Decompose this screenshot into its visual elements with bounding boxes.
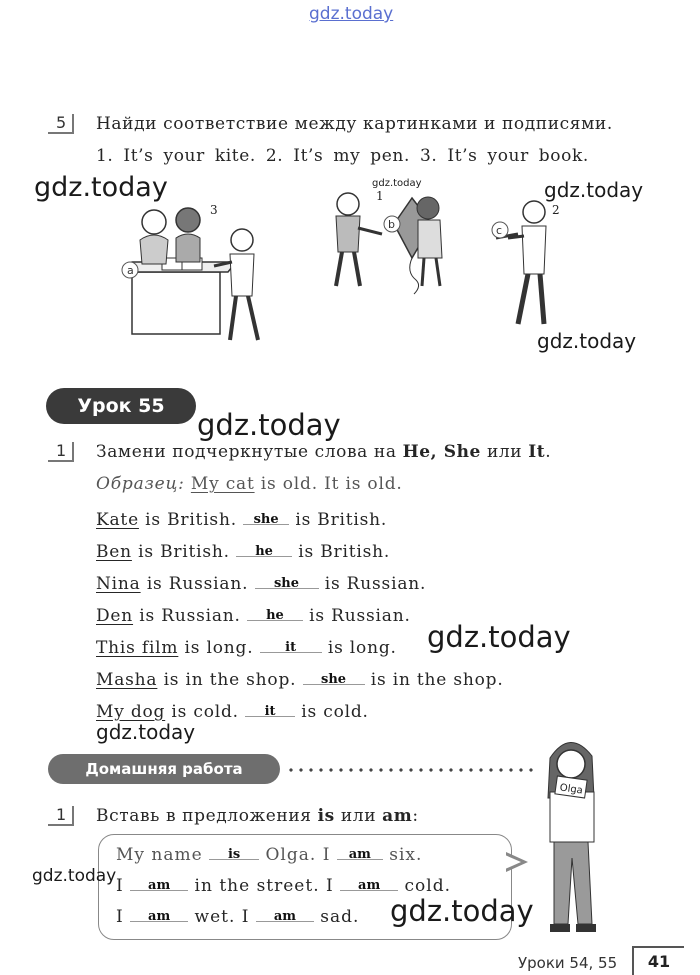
task1-row-1: Kate is British. she is British.	[96, 510, 388, 530]
picture-letter-b: b	[388, 218, 395, 231]
watermark: gdz.today	[32, 866, 117, 886]
task1-row-4: Den is Russian. he is Russian.	[96, 606, 411, 626]
watermark-small: gdz.today	[372, 178, 422, 189]
answer-field[interactable]: he	[255, 544, 273, 559]
children-with-kite-illustration	[320, 178, 470, 298]
task1-example: Образец: My cat is old. It is old.	[96, 474, 403, 494]
children-with-book-illustration	[118, 200, 278, 350]
task5-instruction: Найди соответствие между картинками и подписями.	[96, 114, 613, 134]
girl-with-sign-illustration	[540, 728, 600, 938]
girl-sign-text: Olga	[558, 782, 584, 797]
task5-captions: 1. It’s your kite. 2. It’s my pen. 3. It’s your book.	[96, 146, 589, 166]
page-number: 41	[632, 946, 684, 975]
homework-line-2: I am in the street. I am cold.	[116, 876, 452, 896]
picture-number-2: 2	[552, 203, 560, 217]
watermark: gdz.today	[544, 178, 644, 202]
answer-field[interactable]: am	[148, 909, 171, 924]
answer-field[interactable]: he	[266, 608, 284, 623]
answer-field[interactable]: she	[273, 576, 300, 591]
answer-field[interactable]: am	[273, 909, 296, 924]
homework-line-3: I am wet. I am sad.	[116, 907, 360, 927]
watermark: gdz.today	[96, 720, 196, 744]
task5-number: 5	[48, 114, 74, 134]
task1-number: 1	[48, 442, 74, 462]
footer-lessons: Уроки 54, 55	[518, 954, 618, 972]
homework-instruction: Вставь в предложения is или am:	[96, 806, 419, 826]
dotted-divider	[286, 768, 536, 772]
picture-letter-c: c	[496, 224, 503, 237]
picture-number-3: 3	[210, 203, 218, 217]
homework-title: Домашняя работа	[48, 754, 280, 784]
picture-letter-a: a	[127, 264, 134, 277]
answer-field[interactable]: she	[321, 672, 347, 687]
answer-field[interactable]: it	[264, 704, 276, 719]
watermark: gdz.today	[390, 894, 534, 928]
watermark: gdz.today	[537, 329, 637, 353]
task1-row-5: This film is long. it is long.	[96, 638, 397, 658]
watermark: gdz.today	[34, 172, 168, 203]
answer-field[interactable]: it	[285, 640, 297, 655]
answer-field[interactable]: am	[148, 878, 171, 893]
picture-number-1: 1	[376, 189, 384, 203]
watermark: gdz.today	[427, 620, 571, 654]
homework-line-1: My name is Olga. I am six.	[116, 845, 423, 865]
answer-field[interactable]: she	[253, 512, 279, 527]
answer-field[interactable]: is	[227, 847, 241, 862]
watermark: gdz.today	[197, 408, 341, 442]
task1-row-2: Ben is British. he is British.	[96, 542, 391, 562]
task1-row-7: My dog is cold. it is cold.	[96, 702, 369, 722]
task1-row-6: Masha is in the shop. she is in the shop.	[96, 670, 504, 690]
task1-instruction: Замени подчеркнутые слова на He, She или It.	[96, 442, 552, 462]
watermark-top[interactable]: gdz.today	[309, 4, 394, 24]
task1-row-3: Nina is Russian. she is Russian.	[96, 574, 427, 594]
lesson-title: Урок 55	[46, 388, 196, 424]
answer-field[interactable]: am	[358, 878, 381, 893]
homework-number: 1	[48, 806, 74, 826]
boy-with-pen-illustration	[488, 196, 568, 336]
answer-field[interactable]: am	[348, 847, 371, 862]
